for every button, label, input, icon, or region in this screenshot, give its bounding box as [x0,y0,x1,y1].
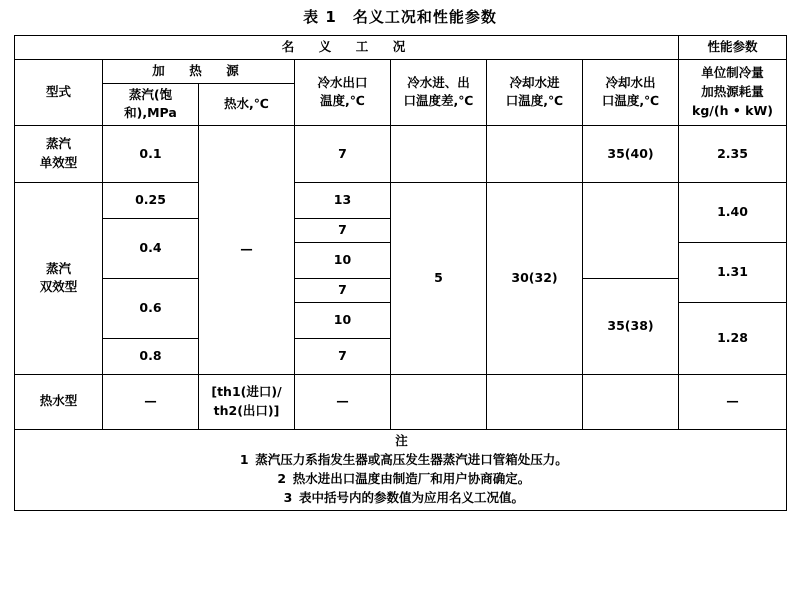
cell-hotwater-dash: — [199,126,295,375]
cell-double-chilled-out-3: 10 [295,242,391,278]
row-label-steam-single: 蒸汽 单效型 [15,126,103,183]
cell-steam-single-perf: 2.35 [679,126,787,183]
header-col-chilled-temp-diff: 冷水进、出 口温度差,℃ [391,59,487,125]
notes-cell [15,429,787,510]
cell-hotwater-cooling-in [487,374,583,429]
cell-hotwater-chilled-out: — [295,374,391,429]
cell-double-perf-131: 1.31 [679,242,787,302]
cell-double-perf-128: 1.28 [679,302,787,374]
cell-hotwater-chilled-diff [391,374,487,429]
cell-double-cooling-in: 30(32) [487,183,583,375]
cell-hotwater-steam: — [103,374,199,429]
table-notes-row [15,429,787,510]
cell-double-cooling-out-blank [583,183,679,279]
cell-hotwater-perf: — [679,374,787,429]
cell-double-chilled-out-6: 7 [295,338,391,374]
header-group-performance: 性能参数 [679,36,787,60]
nominal-conditions-table [14,35,787,511]
table-row-hotwater [15,374,787,429]
cell-double-perf-140: 1.40 [679,183,787,243]
header-col-performance: 单位制冷量 加热源耗量 kg/(h • kW) [679,59,787,125]
header-col-chilled-outlet-temp: 冷水出口 温度,℃ [295,59,391,125]
header-col-type: 型式 [15,59,103,125]
cell-steam-single-cooling-in [487,126,583,183]
header-group-nominal: 名 义 工 况 [15,36,679,60]
header-col-steam-pressure: 蒸汽(饱 和),MPa [103,83,199,126]
cell-double-pressure-08: 0.8 [103,338,199,374]
notes-label: 注 [395,432,408,448]
cell-double-chilled-diff: 5 [391,183,487,375]
header-col-cooling-outlet-temp: 冷却水出 口温度,℃ [583,59,679,125]
cell-double-chilled-out-2: 7 [295,219,391,243]
header-col-cooling-inlet-temp: 冷却水进 口温度,℃ [487,59,583,125]
note-item-1: 1 蒸汽压力系指发生器或高压发生器蒸汽进口管箱处压力。 [239,452,568,468]
table-row-steam-single [15,126,787,183]
cell-steam-single-pressure: 0.1 [103,126,199,183]
cell-double-cooling-out-3538: 35(38) [583,278,679,374]
cell-double-pressure-04: 0.4 [103,219,199,279]
cell-double-pressure-025: 0.25 [103,183,199,219]
cell-double-chilled-out-1: 13 [295,183,391,219]
cell-hotwater-cooling-out [583,374,679,429]
cell-double-chilled-out-4: 7 [295,278,391,302]
header-col-heat-source: 加 热 源 [103,59,295,83]
note-item-3: 3 表中括号内的参数值为应用名义工况值。 [283,489,525,505]
note-item-2: 2 热水进出口温度由制造厂和用户协商确定。 [277,471,531,486]
table-header-group-row [15,36,787,60]
cell-steam-single-cooling-out: 35(40) [583,126,679,183]
cell-steam-single-chilled-out: 7 [295,126,391,183]
row-label-steam-double: 蒸汽 双效型 [15,183,103,375]
cell-hotwater-temp: [th1(进口)/ th2(出口)] [199,374,295,429]
header-col-hotwater-temp: 热水,℃ [199,83,295,126]
cell-steam-single-chilled-diff [391,126,487,183]
table-row-steam-double-1 [15,183,787,219]
table-title: 表 1 名义工况和性能参数 [303,8,497,26]
row-label-hotwater: 热水型 [15,374,103,429]
table-header-row-2 [15,59,787,83]
cell-double-chilled-out-5: 10 [295,302,391,338]
cell-double-pressure-06: 0.6 [103,278,199,338]
